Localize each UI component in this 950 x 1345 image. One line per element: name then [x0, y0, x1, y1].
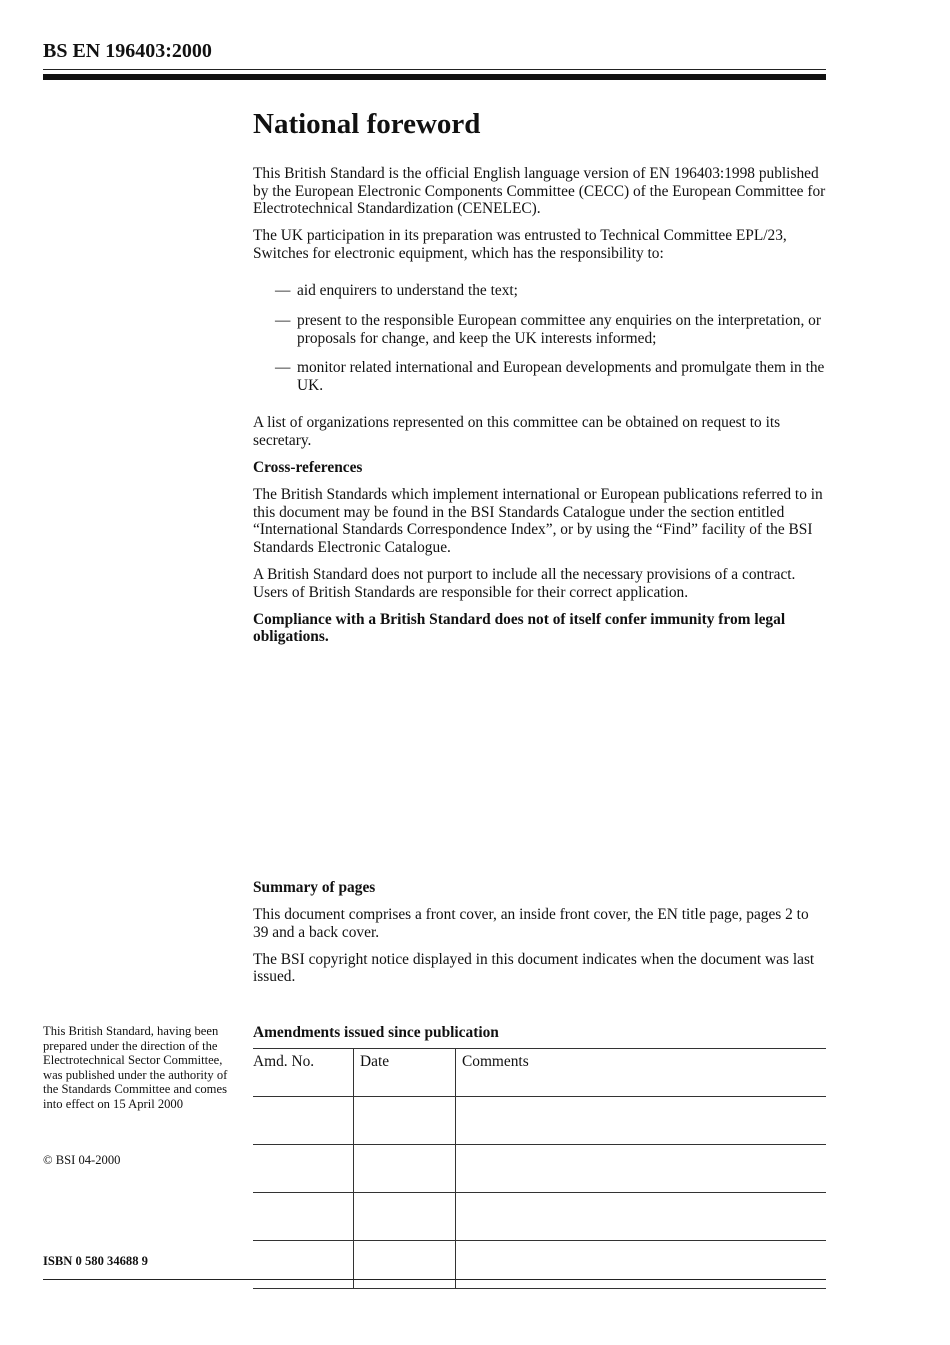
amendments-table — [253, 1048, 826, 1289]
table-cell — [253, 1241, 354, 1289]
foreword-paragraph-1: This British Standard is the official English language version of EN 196403:1998 published by the European Electronic Components Committee (CECC) of the European Committee for Electrotechnical Standardization (CENELEC). — [253, 165, 826, 218]
foreword-body — [253, 165, 827, 655]
approval-note: This British Standard, having been prepared under the direction of the Electrotechnical Sector Committee, was published under the authority of the Standards Committee and comes into effect on 15 April 2000 — [43, 1024, 228, 1111]
column-header-amd-no: Amd. No. — [253, 1049, 354, 1097]
foreword-paragraph-3: A list of organizations represented on this committee can be obtained on request to its secretary. — [253, 414, 781, 450]
table-cell — [456, 1097, 827, 1145]
table-row — [253, 1193, 826, 1241]
provisions-paragraph: A British Standard does not purport to include all the necessary provisions of a contract. Users of British Standards are responsible for their correct application. — [253, 566, 796, 601]
crossref-paragraph: The British Standards which implement international or European publications referred to in this document may be found in the BSI Standards Catalogue under the section entitled “International Standards Correspondence Index”, or by using the “Find” facility of the BSI Standards Electronic Catalogue. — [253, 486, 823, 556]
dash-marker: — — [275, 359, 291, 377]
amendments-heading: Amendments issued since publication — [253, 1024, 499, 1041]
foreword-paragraph-2: The UK participation in its preparation was entrusted to Technical Committee EPL/23, Switches for electronic equipment, which has the responsibility to: — [253, 227, 787, 262]
table-row — [253, 1097, 826, 1145]
table-row — [253, 1241, 826, 1289]
column-header-comments: Comments — [456, 1049, 827, 1097]
header-thick-rule — [43, 74, 826, 80]
responsibility-list — [253, 282, 827, 394]
table-cell — [456, 1193, 827, 1241]
list-item-text: aid enquirers to understand the text; — [297, 282, 518, 300]
crossref-heading: Cross-references — [253, 459, 363, 477]
table-header-row — [253, 1049, 826, 1097]
header-thin-rule — [43, 69, 826, 70]
table-cell — [354, 1145, 456, 1193]
table-cell — [456, 1145, 827, 1193]
page-title: National foreword — [253, 108, 481, 140]
table-cell — [456, 1241, 827, 1289]
isbn: ISBN 0 580 34688 9 — [43, 1254, 148, 1268]
table-cell — [253, 1193, 354, 1241]
summary-paragraph-1: This document comprises a front cover, an inside front cover, the EN title page, pages 2 to 39 and a back cover. — [253, 906, 809, 941]
table-row — [253, 1145, 826, 1193]
table-cell — [253, 1097, 354, 1145]
table-cell — [354, 1097, 456, 1145]
list-item — [253, 282, 827, 300]
table-cell — [354, 1193, 456, 1241]
summary-paragraph-2: The BSI copyright notice displayed in this document indicates when the document was last issued. — [253, 950, 815, 986]
summary-section — [253, 879, 827, 995]
table-cell — [354, 1241, 456, 1289]
dash-marker: — — [275, 282, 291, 300]
list-item — [253, 359, 827, 394]
document-code: BS EN 196403:2000 — [43, 40, 212, 62]
list-item-text: monitor related international and European developments and promulgate them in the UK. — [297, 359, 825, 394]
column-header-date: Date — [354, 1049, 456, 1097]
compliance-statement: Compliance with a British Standard does not of itself confer immunity from legal obligations. — [253, 610, 786, 646]
list-item-text: present to the responsible European committee any enquiries on the interpretation, or proposals for change, and keep the UK interests informed; — [297, 312, 821, 347]
footer-rule — [43, 1279, 826, 1280]
dash-marker: — — [275, 312, 291, 330]
table-cell — [253, 1145, 354, 1193]
list-item — [253, 312, 827, 347]
summary-heading: Summary of pages — [253, 879, 376, 896]
copyright-notice: © BSI 04-2000 — [43, 1153, 121, 1167]
